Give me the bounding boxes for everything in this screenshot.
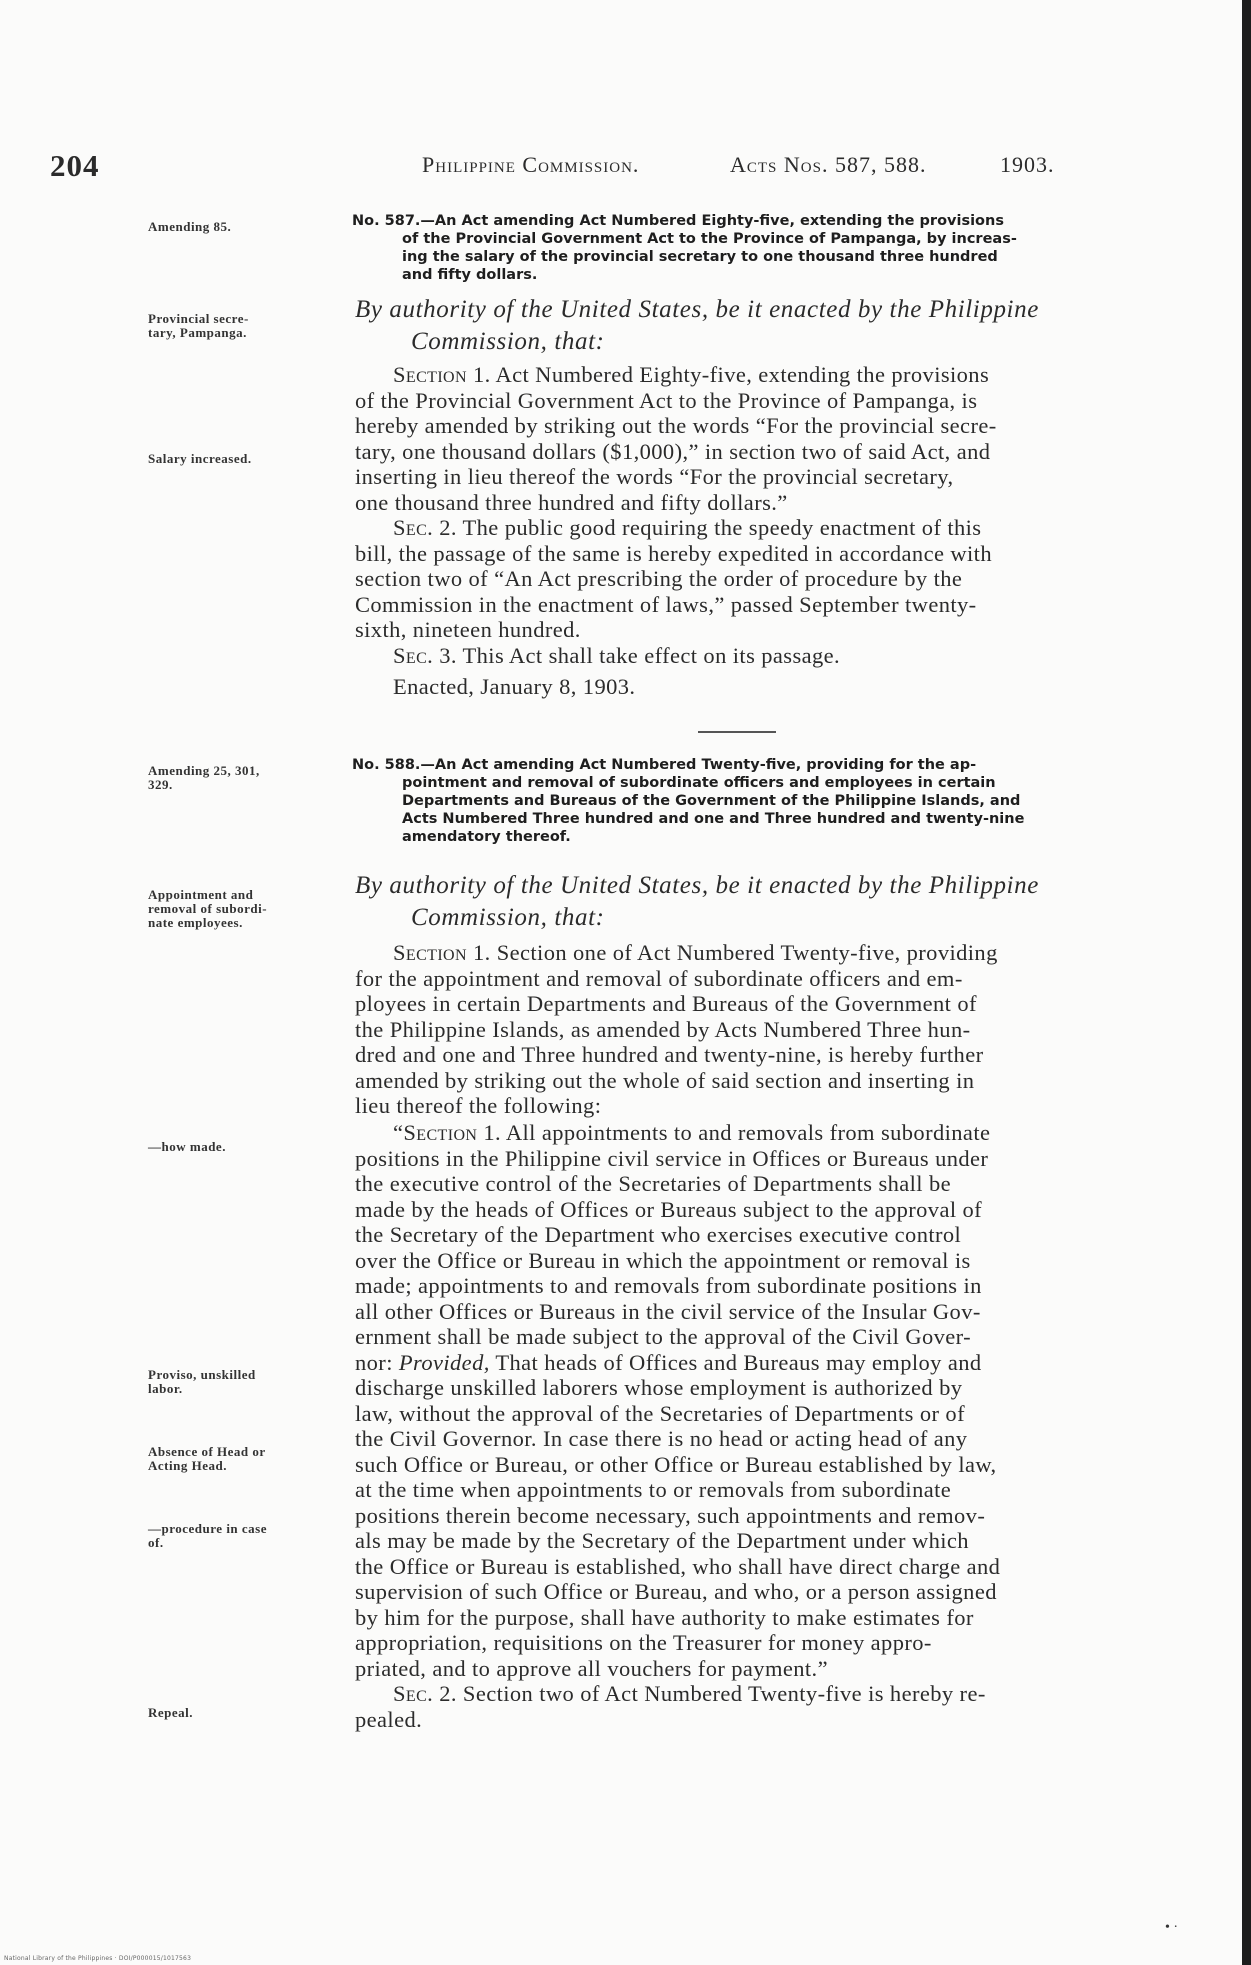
margin-note-procedure — [148, 1522, 328, 1550]
margin-note-text: removal of subordi- — [148, 901, 268, 916]
section-text: 1. Section one of Act Numbered Twenty-five, providing — [466, 940, 998, 965]
section-line: such Office or Bureau, or other Office or Bureau established by law, — [355, 1451, 997, 1477]
section-line — [355, 362, 1135, 388]
section-line: of the Provincial Government Act to the Province of Pampanga, is — [355, 387, 978, 413]
margin-note-text: tary, Pampanga. — [148, 325, 247, 340]
title-line: Departments and Bureaus of the Government of the Philippine Islands, and — [402, 793, 1021, 809]
title-line: Acts Numbered Three hundred and one and Three hundred and twenty-nine — [402, 811, 1025, 827]
title-line: No. 588.—An Act amending Act Numbered Twenty-five, providing for the ap- — [352, 757, 977, 773]
section-lead: Section — [393, 940, 467, 965]
section-line: made; appointments to and removals from subordinate positions in — [355, 1273, 982, 1298]
section-lead: Sec. — [393, 642, 434, 668]
section-divider — [698, 731, 776, 733]
scan-specks: • · — [1165, 1920, 1179, 1935]
section-line: positions therein become necessary, such appointments and remov- — [355, 1502, 986, 1528]
act-587-enacting-clause — [355, 294, 1135, 358]
section-line: tary, one thousand dollars ($1,000),” in section two of said Act, and — [355, 438, 991, 464]
margin-note-repeal — [148, 1706, 328, 1720]
section-line: the Philippine Islands, as amended by Acts Numbered Three hun- — [355, 1016, 971, 1042]
enacted-date: Enacted, January 8, 1903. — [393, 674, 636, 699]
section-line: at the time when appointments to or removals from subordinate — [355, 1477, 952, 1502]
section-line: for the appointment and removal of subordinate officers and em- — [355, 965, 963, 991]
margin-note-text: Amending 25, 301, — [148, 763, 260, 778]
margin-note-text: Amending 85. — [148, 219, 232, 234]
section-text: 1. Act Numbered Eighty-five, extending the provisions — [466, 362, 990, 387]
section-text: 2. Section two of Act Numbered Twenty-five is hereby re- — [433, 1681, 986, 1706]
title-line: ing the salary of the provincial secretary to one thousand three hundred — [402, 249, 998, 265]
margin-note-appointment — [148, 888, 328, 930]
section-line: dred and one and Three hundred and twenty-nine, is hereby further — [355, 1042, 984, 1067]
margin-note-text: Acting Head. — [148, 1458, 227, 1473]
running-head: Philippine Commission. — [422, 152, 640, 177]
section-line: priated, and to approve all vouchers for payment.” — [355, 1655, 828, 1681]
margin-note-text: Provincial secre- — [148, 311, 249, 326]
enacting-line: Commission, that: — [411, 904, 605, 931]
section-line: made by the heads of Offices or Bureaus subject to the approval of — [355, 1196, 983, 1222]
act-588-enacting-clause — [355, 870, 1135, 934]
proviso-word: Provided, — [398, 1349, 490, 1375]
section-text: 2. The public good requiring the speedy enactment of this — [433, 515, 982, 540]
title-line: pointment and removal of subordinate officers and employees in certain — [402, 775, 996, 791]
margin-note-how-made — [148, 1140, 328, 1154]
section-lead: Sec. — [393, 515, 434, 540]
title-line: No. 587.—An Act amending Act Numbered Eighty-five, extending the provisions — [352, 213, 1004, 229]
page-number: 204 — [50, 148, 100, 183]
margin-note-text: Appointment and — [148, 887, 254, 902]
section-line: hereby amended by striking out the words “For the provincial secre- — [355, 413, 997, 438]
section-text: nor: — [355, 1349, 399, 1375]
enacting-line: Commission, that: — [411, 328, 605, 355]
margin-note-text: Proviso, unskilled — [148, 1367, 256, 1382]
section-line: law, without the approval of the Secretaries of Departments or of — [355, 1400, 965, 1426]
act-588-section-1 — [355, 940, 1135, 1119]
section-line: ernment shall be made subject to the approval of the Civil Gover- — [355, 1324, 971, 1349]
section-line: Commission in the enactment of laws,” passed September twenty- — [355, 591, 977, 617]
act-587-body — [355, 362, 1135, 700]
margin-note-text: 329. — [148, 777, 173, 792]
margin-note-amending-85 — [148, 220, 328, 234]
margin-note-text: of. — [148, 1535, 164, 1550]
running-year: 1903. — [1000, 152, 1055, 177]
section-lead: “Section — [393, 1120, 478, 1145]
margin-note-text: Absence of Head or — [148, 1444, 266, 1459]
section-line: all other Offices or Bureaus in the civil service of the Insular Gov- — [355, 1298, 981, 1324]
running-acts: Acts Nos. 587, 588. — [730, 152, 927, 177]
section-line: lieu thereof the following: — [355, 1093, 602, 1118]
act-588-quoted-section — [355, 1120, 1135, 1732]
scan-footer: National Library of the Philippines · DOI/P000015/1017563 — [4, 1955, 192, 1962]
section-lead: Sec. — [393, 1681, 434, 1706]
enacting-line: By authority of the United States, be it enacted by the Philippine — [355, 296, 1039, 323]
page-header — [50, 148, 1070, 188]
section-line: sixth, nineteen hundred. — [355, 617, 581, 642]
act-588-title — [352, 756, 1130, 846]
section-line — [355, 515, 1135, 541]
section-line: the Secretary of the Department who exercises executive control — [355, 1222, 962, 1247]
section-line: the Civil Governor. In case there is no head or acting head of any — [355, 1426, 968, 1451]
margin-note-proviso — [148, 1368, 328, 1396]
section-line: bill, the passage of the same is hereby expedited in accordance with — [355, 540, 992, 566]
section-line: over the Office or Bureau in which the appointment or removal is — [355, 1247, 971, 1273]
section-line: supervision of such Office or Bureau, and who, or a person assigned — [355, 1579, 997, 1604]
section-line — [355, 1350, 1135, 1376]
margin-note-provincial-secretary — [148, 312, 328, 340]
margin-note-text: —how made. — [148, 1139, 226, 1154]
section-line — [355, 643, 1135, 669]
margin-note-text: Repeal. — [148, 1705, 194, 1720]
title-line: of the Provincial Government Act to the Province of Pampanga, by increas- — [402, 231, 1017, 247]
margin-note-text: —procedure in case — [148, 1521, 268, 1536]
margin-note-text: labor. — [148, 1381, 183, 1396]
section-text: That heads of Offices and Bureaus may employ and — [489, 1349, 982, 1375]
section-line: pealed. — [355, 1706, 423, 1732]
section-line: ployees in certain Departments and Bureaus of the Government of — [355, 991, 977, 1016]
section-line: discharge unskilled laborers whose employment is authorized by — [355, 1375, 963, 1400]
section-line: by him for the purpose, shall have authority to make estimates for — [355, 1604, 974, 1630]
section-line: appropriation, requisitions on the Treasurer for money appro- — [355, 1630, 932, 1655]
act-587-title — [352, 212, 1130, 284]
title-line: amendatory thereof. — [402, 829, 571, 845]
section-line — [355, 1681, 1135, 1707]
section-line — [355, 1120, 1135, 1146]
section-line: the Office or Bureau is established, who shall have direct charge and — [355, 1553, 1001, 1579]
section-line: one thousand three hundred and fifty dollars.” — [355, 489, 788, 515]
margin-note-absence-of-head — [148, 1445, 328, 1473]
margin-note-text: nate employees. — [148, 915, 243, 930]
page-edge — [1242, 0, 1251, 1965]
margin-note-text: Salary increased. — [148, 451, 252, 466]
section-line: the executive control of the Secretaries of Departments shall be — [355, 1171, 951, 1196]
section-line: amended by striking out the whole of said section and inserting in — [355, 1067, 975, 1093]
section-line — [355, 940, 1135, 966]
section-text: 3. This Act shall take effect on its passage. — [433, 642, 841, 668]
margin-note-salary-increased — [148, 452, 328, 466]
section-line: positions in the Philippine civil service in Offices or Bureaus under — [355, 1145, 989, 1171]
section-line: als may be made by the Secretary of the Department under which — [355, 1528, 969, 1553]
margin-note-amending-25 — [148, 764, 328, 792]
section-line: inserting in lieu thereof the words “For the provincial secretary, — [355, 464, 954, 489]
section-line: section two of “An Act prescribing the order of procedure by the — [355, 566, 963, 591]
section-lead: Section — [393, 362, 467, 387]
enacting-line: By authority of the United States, be it enacted by the Philippine — [355, 872, 1039, 899]
title-line: and fifty dollars. — [402, 267, 538, 283]
section-text: 1. All appointments to and removals from subordinate — [477, 1120, 991, 1145]
